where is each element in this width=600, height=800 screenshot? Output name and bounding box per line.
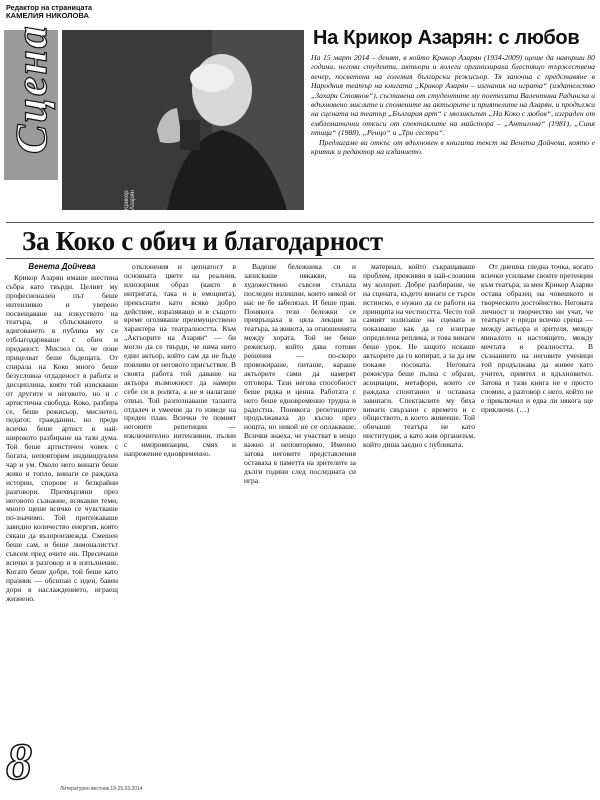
author-byline: Венета Дойчева — [28, 263, 96, 271]
column-text: отклонения и цепнатост в основната цвете на реалния, илюзорния образ (както в интригата, така и в емоцията), прекъснати като всяко добро действие, изразяващо и в същото време оголяваше преимуществено характера на театралността. Към „Актьорите на Азарян“ — би могло да се твърди, че няма нито един актьор, който сам да не бъде повлиян от неговото присъствие. В своята работа той даваше на актьора възможност да намери себе си в ролята, а не я налагаше отвън. Той разпознаваше таланта отдалеч и умееше да го изведе на преден план. Всички те помнят неговите репетиции — изключително интензивни, пълни с импровизации, смях и напрежение едновременно. — [124, 263, 236, 459]
section-title: Сцена — [7, 24, 56, 154]
page-editor-credit — [6, 4, 146, 21]
divider — [6, 222, 594, 223]
column-text: Вадеше бележника си и записваше някакви, на художествено съвсем стъпала последен излишни, които никой от нас не бе забелязал. И беше прав. Понякога тези бележки се превръщаха в цяла лекция за театъра, за живота, за отношенията между хората. Той не беше режисьор, който дава готови решения — по-скоро провокираше, питаше, караше актьорите сами да намерят отговора. Тази негова способност беше рядка и ценна. Работата с него беше едновременно трудна и радостна. Понякога репетициите продължаваха до късно през нощта, но никой не се оплакваше. Всички знаеха, че участват в нещо важно и неповторимо. Именно затова неговите представления оставаха в паметта на зрителите за дълги години след последната си игра. — [244, 263, 356, 485]
editor-name: КАМЕЛИЯ НИКОЛОВА — [6, 11, 89, 21]
portrait-photo — [62, 30, 304, 210]
article-headline: За Коко с обич и благодарност — [22, 226, 383, 256]
article-column-5 — [481, 263, 593, 783]
editor-role: Редактор на страницата — [6, 3, 92, 12]
article-column-3 — [244, 263, 356, 783]
photo-credit: Крикор Азарян — [124, 190, 136, 210]
column-text: От днешна гледна точка, когато всички усилваме своите претенции към театъра, за мен Крикор Азарян остава образец на човешкото и творческото достойнство. Неговата личност и творчество ни учат, че театърът е преди всичко среща — между актьора и зрителя, между миналото и настоящето, между мечтата и реалността. В съзнанието на неговите ученици той продължава да живее като учител, приятел и вдъхновител. Затова и тази книга не е просто спомен, а разговор с него, който не е приключил и едва ли някога ще приключи. (…) — [481, 263, 593, 414]
page-number: 8 — [6, 734, 32, 791]
lead-text: На 15 март 2014 – денят, в който Крикор Азарян (1934-2009) щеше да навърши 80 години, негови студенти, актьори и колеги организираха блестящо тържествена вечер, посветена на големия български режисьор. Тя започна с представяне в Народния театър на книгата „Крикор Азарян – изгнаник на играта“ (издателство „Захари Стоянов“), съставена от студентите му поетесата Валентина Радинска и вдъхновено мислите и спомените на актьорите и приятелите на Азарян, и продължи на сцената на театър „България арт“ с мюзикълът „На Коко с любов“, изграден от емблематични откъси от спектаклите на майстора – „Антигона“ (1981), „Синя птица“ (1988), „Ренцо“ и „Три сестри“. — [311, 53, 595, 138]
section-logo — [6, 24, 56, 154]
article-column-1 — [6, 263, 118, 783]
footer-note: Литературен вестник 19-25.03.2014 — [60, 786, 143, 792]
headline-main: На Крикор Азарян: с любов — [313, 27, 580, 49]
column-text: материал, който съкращаваше проблем, преживян в най-сложния му колорит. Добре разбираше, че на сцената, където винаги се търси истинско, е нужно да се работи на принципа на честността. Често той самият излизаше на сцената и показваше как да се изиграе определена реплика, и това винаги беше урок. Не защото искаше актьорите да го копират, а за да им покаже посоката. Неговата режисура беше пълна с образи, асоциации, метафори, които се раждаха спонтанно и оставаха завинаги. Спектаклите му бяха винаги свързани с времето и с обществото, в което живееше. Той обичаше театъра не като институция, а като жив организъм, който диша заедно с публиката. — [363, 263, 475, 450]
column-text: Крикор Азарян имаше шестина събра като твърди. Целият му професионален път беше интензивно и уверено посвещаване на изкуството на театъра, и сблъскваното и вдиговането в публика му се отблагодаряваше с обич и преданост. Мислел си, че поне прицелват беше бъдещата. От спирала на Коко много беше безусловна отдаденост в работа и дисциплина, която той изискваше от другите и неговото, но и с артистична свобода. Коко, разбира се, беше режисьор, мислител, педагог, гражданин, но преди всичко беше артист в най-широкото разбиране на тази дума. Той беше артистичен човек с богата, неповторим индивидуален чар и ум. Около него винаги беше живо и топло, винаги се раждаха истории, спорове и безкрайни разговори. Прехвърляни през неговото съзнание, всякакви теми, много щеше всичко се чувстваше по-значимо. Той притежаваше завидно количество енергия, която сякаш да възпроизвежда. Смешен беше сам, и беше лимоналистът съвсем пред очите ни. Пресичаше всичко в разговор и в изпълнение. Когато беше добре, той беше като празник — обсипан с идеи, бавен дори в наслаждението, играещ жизнено. — [6, 272, 118, 603]
article-column-2 — [124, 263, 236, 783]
article-column-4 — [363, 263, 475, 783]
portrait-image — [62, 30, 304, 210]
lead-note: Предлагаме ви откъс от вдъхновен в книгата текст на Венета Дойчева, която е критик и редактор на изданието. — [311, 137, 595, 157]
divider — [6, 258, 594, 259]
lead-paragraph — [311, 53, 595, 156]
